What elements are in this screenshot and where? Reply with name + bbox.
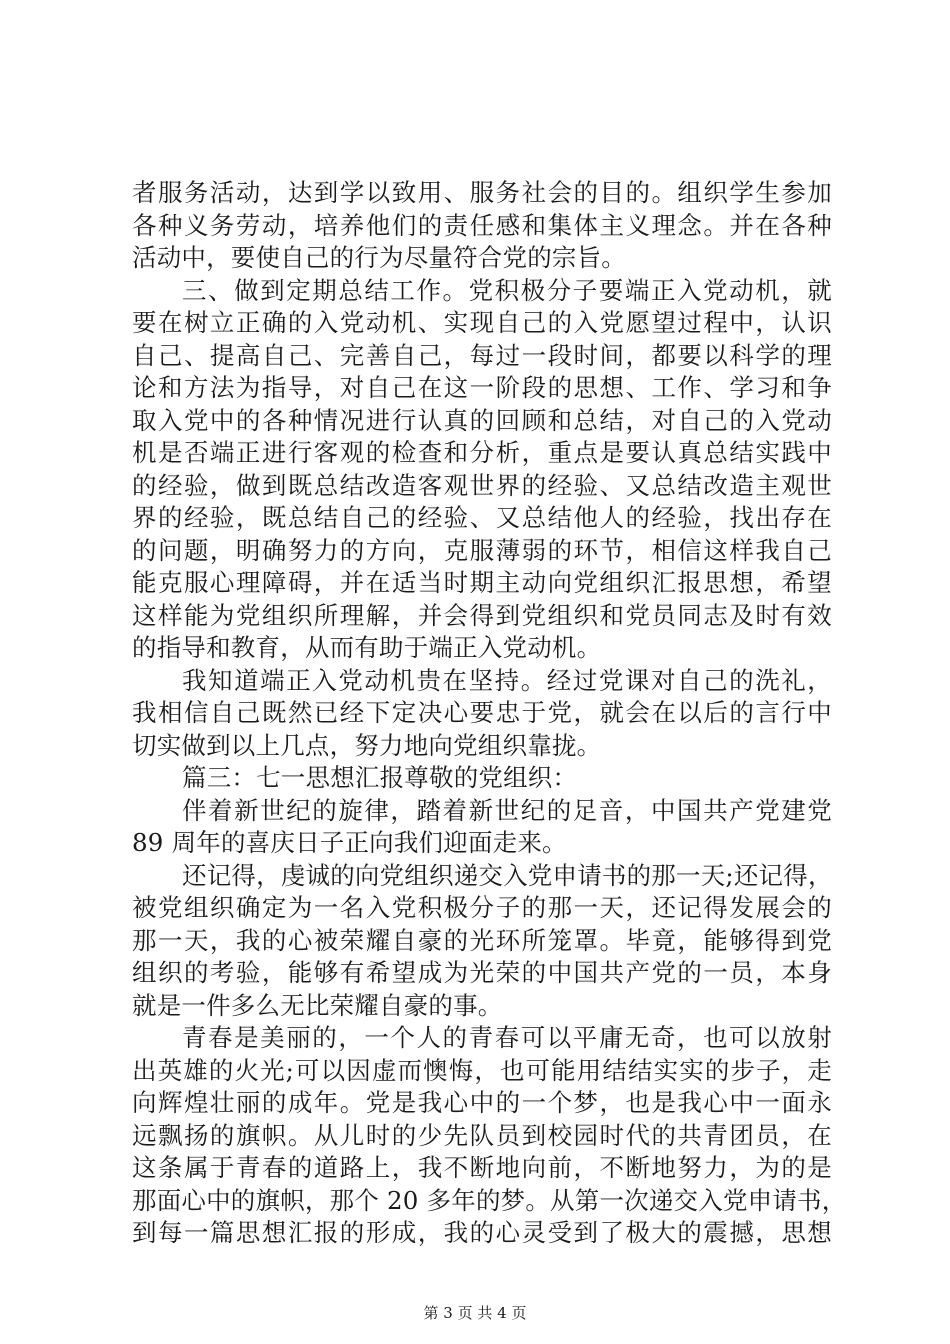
text-line: 者服务活动，达到学以致用、服务社会的目的。组织学生参加: [132, 178, 832, 207]
text-line: 机是否端正进行客观的检查和分析，重点是要认真总结实践中: [132, 438, 832, 467]
text-line: 89 周年的喜庆日子正向我们迎面走来。: [132, 828, 567, 857]
text-line: 我知道端正入党动机贵在坚持。经过党课对自己的洗礼，: [182, 665, 832, 695]
text-line: 到每一篇思想汇报的形成，我的心灵受到了极大的震撼，思想: [132, 1218, 832, 1247]
text-line: 那面心中的旗帜，那个 20 多年的梦。从第一次递交入党申请书，: [132, 1185, 847, 1215]
text-line: 三、做到定期总结工作。党积极分子要端正入党动机，就: [182, 275, 832, 305]
text-line: 自己、提高自己、完善自己，每过一段时间，都要以科学的理: [132, 340, 832, 370]
text-line: 伴着新世纪的旋律，踏着新世纪的足音，中国共产党建党: [182, 795, 832, 825]
text-line: 篇三：七一思想汇报尊敬的党组织：: [182, 763, 578, 792]
text-line: 要在树立正确的入党动机、实现自己的入党愿望过程中，认识: [132, 308, 832, 337]
text-line: 切实做到以上几点，努力地向党组织靠拢。: [132, 730, 602, 760]
text-line: 向辉煌壮丽的成年。党是我心中的一个梦，也是我心中一面永: [132, 1088, 832, 1117]
text-line: 的指导和教育，从而有助于端正入党动机。: [132, 633, 602, 662]
text-line: 的问题，明确努力的方向，克服薄弱的环节，相信这样我自己: [132, 535, 832, 565]
text-line: 青春是美丽的，一个人的青春可以平庸无奇，也可以放射: [182, 1023, 832, 1052]
text-line: 远飘扬的旗帜。从儿时的少先队员到校园时代的共青团员，在: [132, 1120, 832, 1150]
text-line: 那一天，我的心被荣耀自豪的光环所笼罩。毕竟，能够得到党: [132, 925, 832, 955]
text-line: 界的经验，既总结自己的经验、又总结他人的经验，找出存在: [132, 503, 832, 532]
text-line: 出英雄的火光;可以因虚而懊悔，也可能用结结实实的步子，走: [132, 1055, 832, 1085]
text-line: 还记得，虔诚的向党组织递交入党申请书的那一天;还记得，: [182, 860, 833, 890]
text-line: 活动中，要使自己的行为尽量符合党的宗旨。: [132, 243, 626, 272]
page-footer: 第 3 页 共 4 页: [423, 1304, 527, 1322]
text-line: 我相信自己既然已经下定决心要忠于党，就会在以后的言行中: [132, 698, 832, 727]
text-line: 被党组织确定为一名入党积极分子的那一天，还记得发展会的: [132, 893, 832, 922]
text-line: 各种义务劳动，培养他们的责任感和集体主义理念。并在各种: [132, 210, 832, 240]
text-line: 就是一件多么无比荣耀自豪的事。: [132, 990, 503, 1020]
text-line: 组织的考验，能够有希望成为光荣的中国共产党的一员，本身: [132, 958, 832, 987]
text-line: 论和方法为指导，对自己在这一阶段的思想、工作、学习和争: [132, 373, 832, 402]
text-line: 这条属于青春的道路上，我不断地向前，不断地努力，为的是: [132, 1153, 832, 1182]
text-line: 能克服心理障碍，并在适当时期主动向党组织汇报思想，希望: [132, 568, 832, 597]
text-line: 的经验，做到既总结改造客观世界的经验、又总结改造主观世: [132, 470, 832, 500]
body-text: [132, 177, 847, 1250]
text-line: 这样能为党组织所理解，并会得到党组织和党员同志及时有效: [132, 600, 832, 630]
text-line: 取入党中的各种情况进行认真的回顾和总结，对自己的入党动: [132, 405, 832, 435]
